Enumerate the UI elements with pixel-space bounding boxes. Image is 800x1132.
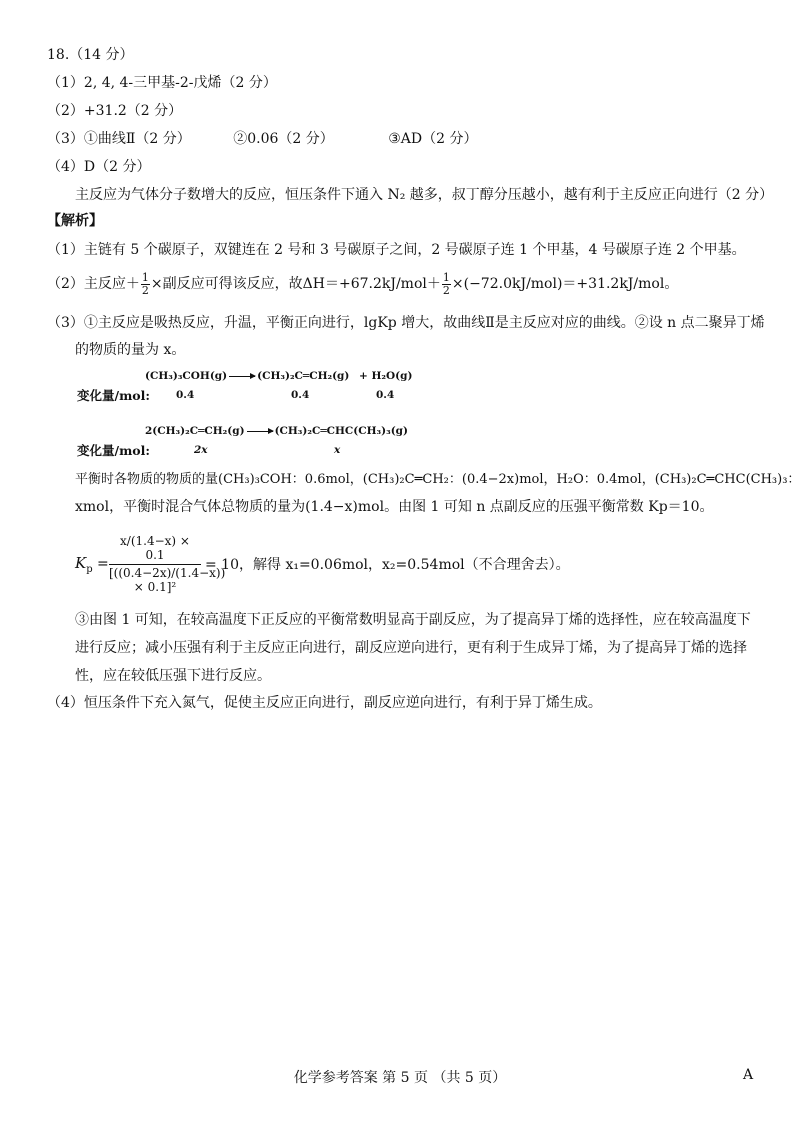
analysis-title: 【解析】 xyxy=(47,213,103,229)
answer-3-part3: ③AD（2 分） xyxy=(388,131,478,147)
kp-numerator: x/(1.4−x) × 0.1 xyxy=(120,534,190,562)
arrow-icon xyxy=(247,431,273,432)
kp-result: = 10，解得 x₁=0.06mol，x₂=0.54mol（不合理舍去）。 xyxy=(205,557,570,573)
analysis-3c-line1: ③由图 1 可知，在较高温度下正反应的平衡常数明显高于副反应，为了提高异丁烯的选择性，应在较高温度下 xyxy=(75,612,751,628)
answer-3 xyxy=(47,129,477,149)
reaction-2-value-1: 2x xyxy=(194,444,208,456)
reaction-2-product: (CH₃)₂C═CHC(CH₃)₃(g) xyxy=(274,425,408,437)
analysis-4: （4）恒压条件下充入氮气，促使主反应正向进行，副反应逆向进行，有利于异丁烯生成。 xyxy=(47,695,602,711)
reaction-1-value-3: 0.4 xyxy=(376,389,395,401)
page-footer: 化学参考答案 第 5 页 （共 5 页） xyxy=(293,1070,507,1086)
reaction-2-reactant: 2(CH₃)₂C═CH₂(g) xyxy=(145,425,245,437)
reaction-1 xyxy=(145,370,412,382)
reaction-2 xyxy=(145,425,408,437)
kp-denominator: [((0.4−2x)/(1.4−x)) × 0.1]² xyxy=(109,566,226,594)
reaction-1-value-1: 0.4 xyxy=(176,389,195,401)
reaction-1-reactant: (CH₃)₃COH(g) xyxy=(145,370,228,382)
paper-version-letter: A xyxy=(743,1067,754,1083)
answer-2: （2）+31.2（2 分） xyxy=(47,103,183,119)
answer-4: （4）D（2 分） xyxy=(47,159,151,175)
change-label-2: 变化量/mol: xyxy=(77,443,150,458)
equilibrium-line1: 平衡时各物质的物质的量(CH₃)₃COH：0.6mol，(CH₃)₂C═CH₂：(0.4−2x)mol，H₂O：0.4mol，(CH₃)₂C═CHC(CH₃)₃： xyxy=(75,472,800,487)
analysis-2-b: ×副反应可得该反应，故ΔH＝+67.2kJ/mol＋ xyxy=(150,276,441,292)
half-fraction-2: $\frac{1}{2}$ xyxy=(442,270,450,297)
analysis-3c-line3: 性，应在较低压强下进行反应。 xyxy=(75,668,271,684)
kp-symbol: $K_p$ xyxy=(75,554,93,575)
kp-equation xyxy=(73,534,713,596)
answer-3-part1: （3）①曲线Ⅱ（2 分） xyxy=(47,131,191,147)
arrow-icon xyxy=(229,376,255,377)
answer-4-reason: 主反应为气体分子数增大的反应，恒压条件下通入 N₂ 越多，叔丁醇分压越小，越有利于主反应正向进行（2 分） xyxy=(75,187,774,203)
reaction-1-product: (CH₃)₂C═CH₂(g) xyxy=(257,370,350,382)
answer-1: （1）2, 4, 4-三甲基-2-戊烯（2 分） xyxy=(47,75,277,91)
analysis-3-line2: 的物质的量为 x。 xyxy=(75,342,186,358)
analysis-2-c: ×(−72.0kJ/mol)＝+31.2kJ/mol。 xyxy=(451,276,679,292)
answer-3-part2: ②0.06（2 分） xyxy=(233,131,334,147)
analysis-3c-line2: 进行反应；减小压强有利于主反应正向进行，副反应逆向进行，更有利于生成异丁烯，为了提高异丁烯的选择 xyxy=(75,640,747,656)
analysis-2 xyxy=(47,271,678,297)
equals-sign: = xyxy=(97,556,109,572)
kp-fraction-bar xyxy=(109,564,201,565)
reaction-1-byproduct: + H₂O(g) xyxy=(359,370,413,382)
half-fraction-1: $\frac{1}{2}$ xyxy=(141,270,149,297)
question-header: 18.（14 分） xyxy=(47,47,134,63)
equilibrium-line2: xmol，平衡时混合气体总物质的量为(1.4−x)mol。由图 1 可知 n 点副反应的压强平衡常数 Kp＝10。 xyxy=(75,499,714,515)
reaction-2-value-2: x xyxy=(334,444,341,456)
change-label-1: 变化量/mol: xyxy=(77,388,150,403)
analysis-1: （1）主链有 5 个碳原子，双键连在 2 号和 3 号碳原子之间，2 号碳原子连 1 个甲基，4 号碳原子连 2 个甲基。 xyxy=(47,242,746,258)
analysis-2-a: （2）主反应＋ xyxy=(47,276,140,292)
reaction-1-value-2: 0.4 xyxy=(291,389,310,401)
analysis-3-line1: （3）①主反应是吸热反应，升温，平衡正向进行，lgKp 增大，故曲线Ⅱ是主反应对应的曲线。②设 n 点二聚异丁烯 xyxy=(47,315,765,331)
